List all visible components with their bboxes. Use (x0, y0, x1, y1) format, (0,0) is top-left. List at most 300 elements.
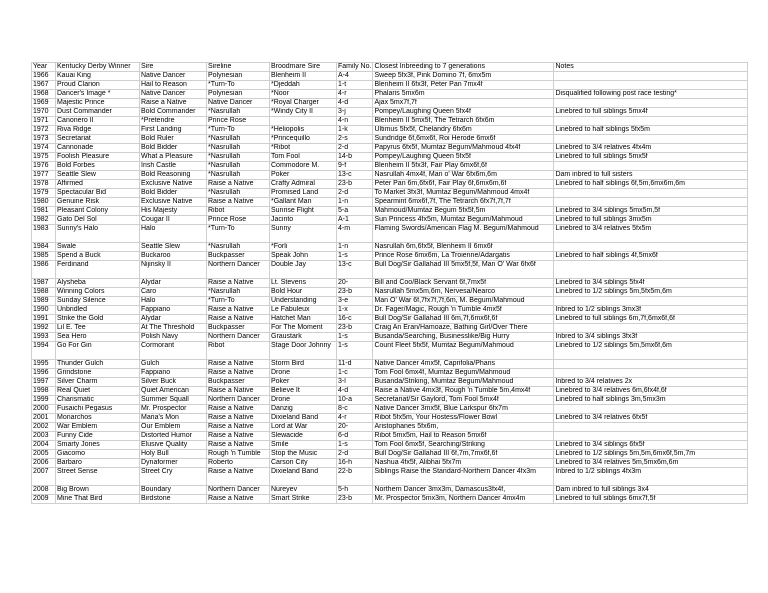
table-cell: At The Threshold (140, 324, 207, 333)
table-cell: 9-f (337, 162, 373, 171)
table-cell: 4-r (337, 414, 373, 423)
table-row (32, 135, 748, 144)
table-cell: Phalaris 5mx6m (373, 90, 554, 99)
table-row (32, 207, 748, 216)
table-cell: *Princequillo (270, 135, 337, 144)
table-cell: Secretariat (56, 135, 140, 144)
table-cell: 1975 (32, 153, 56, 162)
table-cell: 2-d (337, 189, 373, 198)
column-header: Kentucky Derby Winner (56, 63, 140, 72)
table-cell: Linebred to 1/2 siblings 5m,5m,6mx6f,5m,7m (554, 450, 748, 459)
table-cell: Canonero II (56, 117, 140, 126)
table-cell: Dixieland Band (270, 414, 337, 423)
table-cell: 1990 (32, 306, 56, 315)
table-cell: Genuine Risk (56, 198, 140, 207)
table-cell: Ultimus 5fx5f, Chelandry 6fx6m (373, 126, 554, 135)
table-cell: Sundridge 6f,6mx6f, Roi Herode 6mx6f (373, 135, 554, 144)
table-cell: 1985 (32, 252, 56, 261)
table-row (32, 108, 748, 117)
table-row (32, 126, 748, 135)
table-cell: Bold Reasoning (140, 171, 207, 180)
table-cell (554, 72, 748, 81)
table-cell: Linebred to 3/4 siblings 5fx4f (554, 279, 748, 288)
table-cell: Native Dancer (207, 99, 270, 108)
table-cell: Raise a Native (207, 423, 270, 432)
table-cell: Elusive Quality (140, 441, 207, 450)
table-cell: 23-b (337, 288, 373, 297)
table-cell: Poker (270, 171, 337, 180)
table-cell: *Nasrullah (207, 243, 270, 252)
table-cell: Sunny's Halo (56, 225, 140, 243)
table-cell: Linebred to 1/2 siblings 5m,5fx5m,6m (554, 288, 748, 297)
table-cell: 1974 (32, 144, 56, 153)
table-cell: 1984 (32, 243, 56, 252)
table-cell: Linebred to 3/4 relatives 5m,5mx6m,6m (554, 459, 748, 468)
table-cell: 4-m (337, 225, 373, 243)
table-cell: Pleasant Colony (56, 207, 140, 216)
table-cell: 6-d (337, 432, 373, 441)
table-cell: Mr. Prospector 5mx3m, Northern Dancer 4mx4m (373, 495, 554, 504)
table-cell: Seattle Slew (140, 243, 207, 252)
table-row (32, 216, 748, 225)
table-cell: Irish Castle (140, 162, 207, 171)
table-cell: *Nasrullah (207, 108, 270, 117)
table-cell: 2000 (32, 405, 56, 414)
table-row (32, 495, 748, 504)
table-cell: Summer Squall (140, 396, 207, 405)
table-cell: Native Dancer 3mx5f, Blue Larkspur 6fx7m (373, 405, 554, 414)
table-cell: 8-c (337, 405, 373, 414)
table-cell: First Landing (140, 126, 207, 135)
table-cell: Raise a Native (207, 495, 270, 504)
table-cell: Native Dancer 4mx5f, Caprifolia/Pharis (373, 360, 554, 369)
table-cell: Inbred to 1/2 siblings 3mx3f (554, 306, 748, 315)
table-cell: 3-l (337, 378, 373, 387)
table-cell: 1-n (337, 243, 373, 252)
table-cell (554, 297, 748, 306)
table-cell: Go For Gin (56, 342, 140, 360)
table-cell: Carson City (270, 459, 337, 468)
table-cell: Strike the Gold (56, 315, 140, 324)
table-row (32, 153, 748, 162)
table-cell: *Royal Charger (270, 99, 337, 108)
table-cell: Birdstone (140, 495, 207, 504)
table-cell: 1-t (337, 81, 373, 90)
table-cell: 2008 (32, 486, 56, 495)
table-cell: Prince Rose (207, 117, 270, 126)
table-cell: Peter Pan 6m,6fx6f, Fair Play 6f,6mx6m,6f (373, 180, 554, 189)
table-cell: Swale (56, 243, 140, 252)
table-cell: *Heliopolis (270, 126, 337, 135)
table-cell: *Gallant Man (270, 198, 337, 207)
table-cell: Big Brown (56, 486, 140, 495)
table-cell: 1967 (32, 81, 56, 90)
table-cell: *Nasrullah (207, 171, 270, 180)
table-cell: Hail to Reason (140, 81, 207, 90)
table-cell (554, 369, 748, 378)
table-cell: 2-d (337, 450, 373, 459)
table-cell: Mine That Bird (56, 495, 140, 504)
table-cell: Papyrus 6fx5f, Mumtaz Begum/Mahmoud 4fx4f (373, 144, 554, 153)
table-row (32, 225, 748, 243)
table-cell: Pompey/Laughing Queen 5fx4f (373, 108, 554, 117)
table-row (32, 414, 748, 423)
table-cell: 2002 (32, 423, 56, 432)
table-cell: Bold Hour (270, 288, 337, 297)
table-cell: Lil E. Tee (56, 324, 140, 333)
table-cell: Halo (140, 225, 207, 243)
table-cell: Linebred to 3/4 siblings 5mx5m,5f (554, 207, 748, 216)
table-row (32, 288, 748, 297)
table-cell: Exclusive Native (140, 198, 207, 207)
table-cell: Sun Princess 4fx5m, Mumtaz Begum/Mahmoud (373, 216, 554, 225)
table-cell: Nasrullah 6m,6fx5f, Blenheim II 6mx6f (373, 243, 554, 252)
table-cell: 20- (337, 423, 373, 432)
table-cell: Bull Dog/Sir Gallahad III 6f,7m,7mx6f,6f (373, 450, 554, 459)
table-cell: Sunrise Flight (270, 207, 337, 216)
table-cell: Speak John (270, 252, 337, 261)
table-cell: Nureyev (270, 486, 337, 495)
table-cell: Buckaroo (140, 252, 207, 261)
table-cell: Raise a Native (207, 432, 270, 441)
table-cell: *Forli (270, 243, 337, 252)
table-cell: 1994 (32, 342, 56, 360)
table-cell (554, 99, 748, 108)
table-cell: 1999 (32, 396, 56, 405)
table-cell: 1998 (32, 387, 56, 396)
table-cell (554, 261, 748, 279)
column-header: Family No. (338, 63, 372, 70)
table-cell: 1-k (337, 126, 373, 135)
table-cell: 1-s (337, 252, 373, 261)
table-cell: Raise a Native (207, 306, 270, 315)
table-cell: Raise a Native (207, 468, 270, 486)
table-cell: Bold Commander (140, 108, 207, 117)
table-cell: Tom Fool (270, 153, 337, 162)
table-row (32, 369, 748, 378)
table-cell: Affirmed (56, 180, 140, 189)
table-cell: Linebred to 3/4 siblings 6fx5f (554, 441, 748, 450)
column-header: Closest Inbreeding to 7 generations (373, 63, 554, 72)
table-cell: Commodore M. (270, 162, 337, 171)
table-cell: 2009 (32, 495, 56, 504)
table-cell: 2003 (32, 432, 56, 441)
table-cell: 14-b (337, 153, 373, 162)
table-cell: Understanding (270, 297, 337, 306)
column-header: Year (32, 63, 56, 72)
table-cell: Drone (270, 396, 337, 405)
table-cell: What a Pleasure (140, 153, 207, 162)
table-cell (554, 423, 748, 432)
table-cell: Dancer's Image * (56, 90, 140, 99)
table-cell: Giacomo (56, 450, 140, 459)
table-cell: Halo (140, 297, 207, 306)
table-cell: 22-b (337, 468, 373, 486)
table-cell: Native Dancer (140, 90, 207, 99)
table-cell: 1976 (32, 162, 56, 171)
table-cell: Riva Ridge (56, 126, 140, 135)
table-cell: 1969 (32, 99, 56, 108)
table-row (32, 333, 748, 342)
table-cell: Nashua 4fx5f, Alibhai 5fx7m (373, 459, 554, 468)
table-cell: *Nasrullah (207, 153, 270, 162)
table-row (32, 72, 748, 81)
table-cell: 1992 (32, 324, 56, 333)
table-cell: Jacinto (270, 216, 337, 225)
table-row (32, 423, 748, 432)
table-cell (554, 135, 748, 144)
table-cell: Ribot 5mx5m, Hail to Reason 5mx6f (373, 432, 554, 441)
table-cell: Bold Bidder (140, 189, 207, 198)
table-cell: A-1 (337, 216, 373, 225)
table-cell: Disqualified following post race testing* (554, 90, 748, 99)
table-cell: Monarchos (56, 414, 140, 423)
table-cell: Dixieland Band (270, 468, 337, 486)
table-row (32, 198, 748, 207)
table-cell: Busanda/Striking, Mumtaz Begum/Mahmoud (373, 378, 554, 387)
table-cell: Barbaro (56, 459, 140, 468)
table-cell: 23-b (337, 324, 373, 333)
table-row (32, 90, 748, 99)
table-cell: Sea Hero (56, 333, 140, 342)
table-cell: Inbred to 3/4 relatives 2x (554, 378, 748, 387)
table-row (32, 378, 748, 387)
table-row (32, 432, 748, 441)
table-cell: Unbridled (56, 306, 140, 315)
table-cell: Seattle Slew (56, 171, 140, 180)
table-cell: Fappiano (140, 369, 207, 378)
table-cell: Ferdinand (56, 261, 140, 279)
table-row (32, 486, 748, 495)
table-cell: *Windy City II (270, 108, 337, 117)
table-cell: 16-c (337, 315, 373, 324)
table-cell: Polynesian (207, 90, 270, 99)
table-row (32, 243, 748, 252)
table-row (32, 144, 748, 153)
table-cell: Alydar (140, 315, 207, 324)
table-cell: Linebred to 3/4 relatives 5fx5m (554, 225, 748, 243)
table-row (32, 387, 748, 396)
table-cell: 1995 (32, 360, 56, 369)
table-cell: Danzig (270, 405, 337, 414)
table-cell (554, 360, 748, 369)
table-cell: Our Emblem (140, 423, 207, 432)
table-cell: Inbred to 3/4 siblings 3fx3f (554, 333, 748, 342)
table-cell: 1983 (32, 225, 56, 243)
table-cell: Raise a Native (207, 360, 270, 369)
table-cell: Dam inbred to full sisters (554, 171, 748, 180)
table-cell: 3-e (337, 297, 373, 306)
table-cell: 1978 (32, 180, 56, 189)
table-cell: 23-b (337, 180, 373, 189)
table-cell: Storm Bird (270, 360, 337, 369)
table-cell: 16-h (337, 459, 373, 468)
table-cell: Raise a Native (207, 315, 270, 324)
table-cell: Bold Bidder (140, 144, 207, 153)
table-cell: *Nasrullah (207, 135, 270, 144)
table-cell: *Nasrullah (207, 162, 270, 171)
table-cell: Silver Buck (140, 378, 207, 387)
column-header: Notes (554, 63, 748, 72)
table-cell: Sweep 5fx3f, Pink Domino 7f, 6mx5m (373, 72, 554, 81)
table-row (32, 306, 748, 315)
table-cell: 10-a (337, 396, 373, 405)
table-cell: Proud Clarion (56, 81, 140, 90)
table-cell: Lord at War (270, 423, 337, 432)
table-cell: Stop the Music (270, 450, 337, 459)
table-row (32, 279, 748, 288)
table-cell: Gulch (140, 360, 207, 369)
table-cell: 13-c (337, 171, 373, 180)
table-cell: 1996 (32, 369, 56, 378)
table-cell: 11-d (337, 360, 373, 369)
table-cell: 4-r (337, 90, 373, 99)
table-cell: 1987 (32, 279, 56, 288)
table-row (32, 450, 748, 459)
table-cell: Polynesian (207, 72, 270, 81)
table-cell: Funny Cide (56, 432, 140, 441)
table-cell: Spearmint 6mx6f,7f, The Tetrarch 6fx7f,7f,7f (373, 198, 554, 207)
table-cell: Foolish Pleasure (56, 153, 140, 162)
table-cell: Linebred to half siblings 6f,5m,6mx6m,6m (554, 180, 748, 189)
table-row (32, 171, 748, 180)
table-cell: Spectacular Bid (56, 189, 140, 198)
table-row (32, 396, 748, 405)
table-cell: Raise a Native (207, 180, 270, 189)
table-cell: Linebred to full siblings 6mx7f,5f (554, 495, 748, 504)
table-cell: 1981 (32, 207, 56, 216)
table-cell: Boundary (140, 486, 207, 495)
table-cell: Bull Dog/Sir Gallahad III 6m,7f,6mx6f,6f (373, 315, 554, 324)
table-cell: 5-a (337, 207, 373, 216)
table-row (32, 99, 748, 108)
table-cell: 1972 (32, 126, 56, 135)
table-cell: 4-d (337, 387, 373, 396)
table-cell: Tom Fool 6mx4f, Mumtaz Begum/Mahmoud (373, 369, 554, 378)
table-row (32, 252, 748, 261)
table-cell: Blenheim II 6fx3f, Peter Pan 7mx4f (373, 81, 554, 90)
table-cell: Smile (270, 441, 337, 450)
table-row (32, 297, 748, 306)
table-row (32, 81, 748, 90)
table-row (32, 162, 748, 171)
table-cell: Promised Land (270, 189, 337, 198)
table-cell: *Ribot (270, 144, 337, 153)
table-cell: Silver Charm (56, 378, 140, 387)
table-cell: A-4 (337, 72, 373, 81)
table-cell: Bill and Coo/Black Servant 6f,7mx5f (373, 279, 554, 288)
table-cell: Northern Dancer 3mx3m, Damascus3fx4f, (373, 486, 554, 495)
table-cell: 1-c (337, 369, 373, 378)
column-header: Sireline (207, 63, 270, 72)
table-cell (554, 243, 748, 252)
table-cell: 2007 (32, 468, 56, 486)
table-cell: 1982 (32, 216, 56, 225)
table-cell: Believe It (270, 387, 337, 396)
table-cell: 1979 (32, 189, 56, 198)
table-cell: Sunday Silence (56, 297, 140, 306)
table-cell: Raise a Native 4mx3f, Rough 'n Tumble 5m,4mx4f (373, 387, 554, 396)
table-cell: 1977 (32, 171, 56, 180)
table-cell: Poker (270, 378, 337, 387)
table-cell: Linebred to 3/4 relatives 6fx5f (554, 414, 748, 423)
table-row (32, 180, 748, 189)
table-cell: Linebred to full siblings 6m,7f,6mx6f,6f (554, 315, 748, 324)
table-cell: 1973 (32, 135, 56, 144)
table-cell: Quiet American (140, 387, 207, 396)
table-body (32, 63, 748, 504)
table-cell (554, 405, 748, 414)
table-cell: Buckpasser (207, 378, 270, 387)
column-header: Broodmare Sire (270, 63, 337, 72)
table-cell: Stage Door Johnny (270, 342, 337, 360)
header-row (32, 63, 748, 72)
table-cell: Hatchet Man (270, 315, 337, 324)
table-cell: 2-s (337, 135, 373, 144)
table-cell: *Nasrullah (207, 189, 270, 198)
table-cell: Dust Commander (56, 108, 140, 117)
table-cell: Prince Rose 6mx6m, La Troienne/Adargatis (373, 252, 554, 261)
table-cell: Crafty Admiral (270, 180, 337, 189)
table-row (32, 117, 748, 126)
table-cell: Man O' War 6f,7fx7f,7f,6m, M. Begum/Mahmoud (373, 297, 554, 306)
table-cell: His Majesty (140, 207, 207, 216)
table-cell: Street Cry (140, 468, 207, 486)
table-cell: Pompey/Laughing Queen 5fx5f (373, 153, 554, 162)
table-cell: Exclusive Native (140, 180, 207, 189)
table-cell: Mahmoud/Mumtaz Begum 5fx5f,5m (373, 207, 554, 216)
table-cell: *Turn-To (207, 81, 270, 90)
table-cell: War Emblem (56, 423, 140, 432)
table-row (32, 342, 748, 360)
table-cell: Slewacide (270, 432, 337, 441)
table-row (32, 441, 748, 450)
table-cell: Real Quiet (56, 387, 140, 396)
table-cell: For The Moment (270, 324, 337, 333)
table-cell: Fappiano (140, 306, 207, 315)
table-cell: Gato Del Sol (56, 216, 140, 225)
table-cell: *Nasrullah (207, 144, 270, 153)
table-cell: 1-n (337, 198, 373, 207)
table-cell: Buckpasser (207, 324, 270, 333)
table-cell: Charismatic (56, 396, 140, 405)
table-cell: Smarty Jones (56, 441, 140, 450)
table-cell: Smart Strike (270, 495, 337, 504)
table-cell: Blenheim II (270, 72, 337, 81)
table-cell: Nasrullah 4mx4f, Man o' War 6fx6m,6m (373, 171, 554, 180)
table-cell: Tom Fool 6mx5f, Searching/Striking (373, 441, 554, 450)
table-cell: Winning Colors (56, 288, 140, 297)
table-cell: Distorted Humor (140, 432, 207, 441)
table-cell: Bold Forbes (56, 162, 140, 171)
table-cell: Linebred to full siblings 5mx4f (554, 108, 748, 117)
table-cell: *Noor (270, 90, 337, 99)
table-cell: 1991 (32, 315, 56, 324)
table-cell: 2001 (32, 414, 56, 423)
table-cell: Polish Navy (140, 333, 207, 342)
table-cell: Linebred to 3/4 relatives 4fx4m (554, 144, 748, 153)
table-cell: Linebred to 1/2 siblings 5m,5mx6f,6m (554, 342, 748, 360)
table-cell: Cormorant (140, 342, 207, 360)
table-cell: Blenheim II 5fx3f, Fair Play 6mx6f,6f (373, 162, 554, 171)
table-cell: 1988 (32, 288, 56, 297)
table-cell: *Djeddah (270, 81, 337, 90)
table-cell: Dynaformer (140, 459, 207, 468)
table-cell: Ribot (207, 342, 270, 360)
table-cell: Nijinsky II (140, 261, 207, 279)
table-row (32, 405, 748, 414)
table-cell: To Market 3fx3f, Mumtaz Begum/Mahmoud 4mx4f (373, 189, 554, 198)
